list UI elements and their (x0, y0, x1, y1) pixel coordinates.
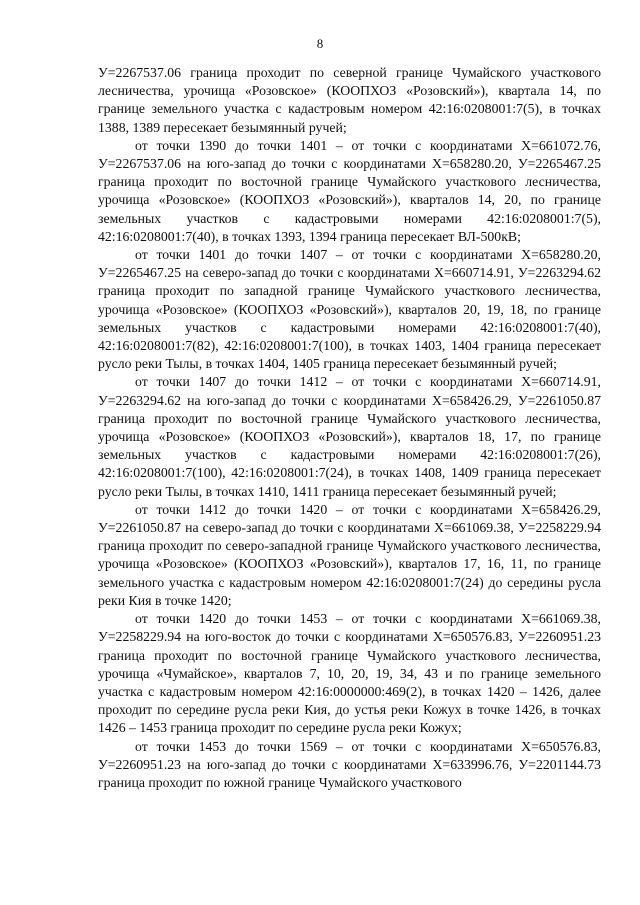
paragraph: от точки 1407 до точки 1412 – от точки с координатами Х=660714.91, У=2263294.62 на юго-запад до точки с координатами Х=658426.29, У=2261050.87 граница проходит по восточной границе Чумайского участкового лесничества, урочища «Розовское» (КООПХОЗ «Розовский»), кварталов 18, 17, по границе земельных участков с кадастровыми номерами 42:16:0208001:7(26), 42:16:0208001:7(100), 42:16:0208001:7(24), в точках 1408, 1409 граница пересекает русло реки Тылы, в точках 1410, 1411 граница пересекает безымянный ручей; (98, 374, 601, 499)
paragraph: от точки 1390 до точки 1401 – от точки с координатами Х=661072.76, У=2267537.06 на юго-запад до точки с координатами Х=658280.20, У=2265467.25 граница проходит по восточной границе Чумайского участкового лесничества, урочища «Розовское» (КООПХОЗ «Розовский»), кварталов 14, 20, по границе земельных участков с кадастровыми номерами 42:16:0208001:7(5), 42:16:0208001:7(40), в точках 1393, 1394 граница пересекает ВЛ-500кВ; (98, 137, 601, 244)
paragraph: от точки 1401 до точки 1407 – от точки с координатами Х=658280.20, У=2265467.25 на северо-запад до точки с координатами Х=660714.91, У=2263294.62 граница проходит по западной границе Чумайского участкового лесничества, урочища «Розовское» (КООПХОЗ «Розовский»), кварталов 20, 19, 18, по границе земельных участков с кадастровыми номерами 42:16:0208001:7(40), 42:16:0208001:7(82), 42:16:0208001:7(100), в точках 1403, 1404 граница пересекает русло реки Тылы, в точках 1404, 1405 граница пересекает безымянный ручей; (98, 247, 601, 372)
paragraph: У=2267537.06 граница проходит по северной границе Чумайского участкового лесничества, урочища «Розовское» (КООПХОЗ «Розовский»), квартала 14, по границе земельного участка с кадастровым номером 42:16:0208001:7(5), в точках 1388, 1389 пересекает безымянный ручей; (98, 65, 601, 135)
document-body (98, 64, 601, 792)
paragraph: от точки 1412 до точки 1420 – от точки с координатами Х=658426.29, У=2261050.87 на северо-запад до точки с координатами Х=661069.38, У=2258229.94 граница проходит по северо-западной границе Чумайского участкового лесничества, урочища «Розовское» (КООПХОЗ «Розовский»), кварталов 17, 16, 11, по границе земельного участка с кадастровым номером 42:16:0208001:7(24) до середины русла реки Кия в точке 1420; (98, 501, 601, 608)
page-number: 8 (316, 36, 324, 51)
paragraph: от точки 1420 до точки 1453 – от точки с координатами Х=661069.38, У=2258229.94 на юго-восток до точки с координатами Х=650576.83, У=2260951.23 граница проходит по восточной границе Чумайского участкового лесничества, урочища «Чумайское», кварталов 7, 10, 20, 19, 34, 43 и по границе земельного участка с кадастровым номером 42:16:0000000:469(2), в точках 1420 – 1426, далее проходит по середине русла реки Кия, до устья реки Кожух в точке 1426, в точках 1426 – 1453 граница проходит по середине русла реки Кожух; (98, 611, 601, 736)
paragraph: от точки 1453 до точки 1569 – от точки с координатами Х=650576.83, У=2260951.23 на юго-запад до точки с координатами Х=633996.76, У=2201144.73 граница проходит по южной границе Чумайского участкового (98, 738, 601, 790)
